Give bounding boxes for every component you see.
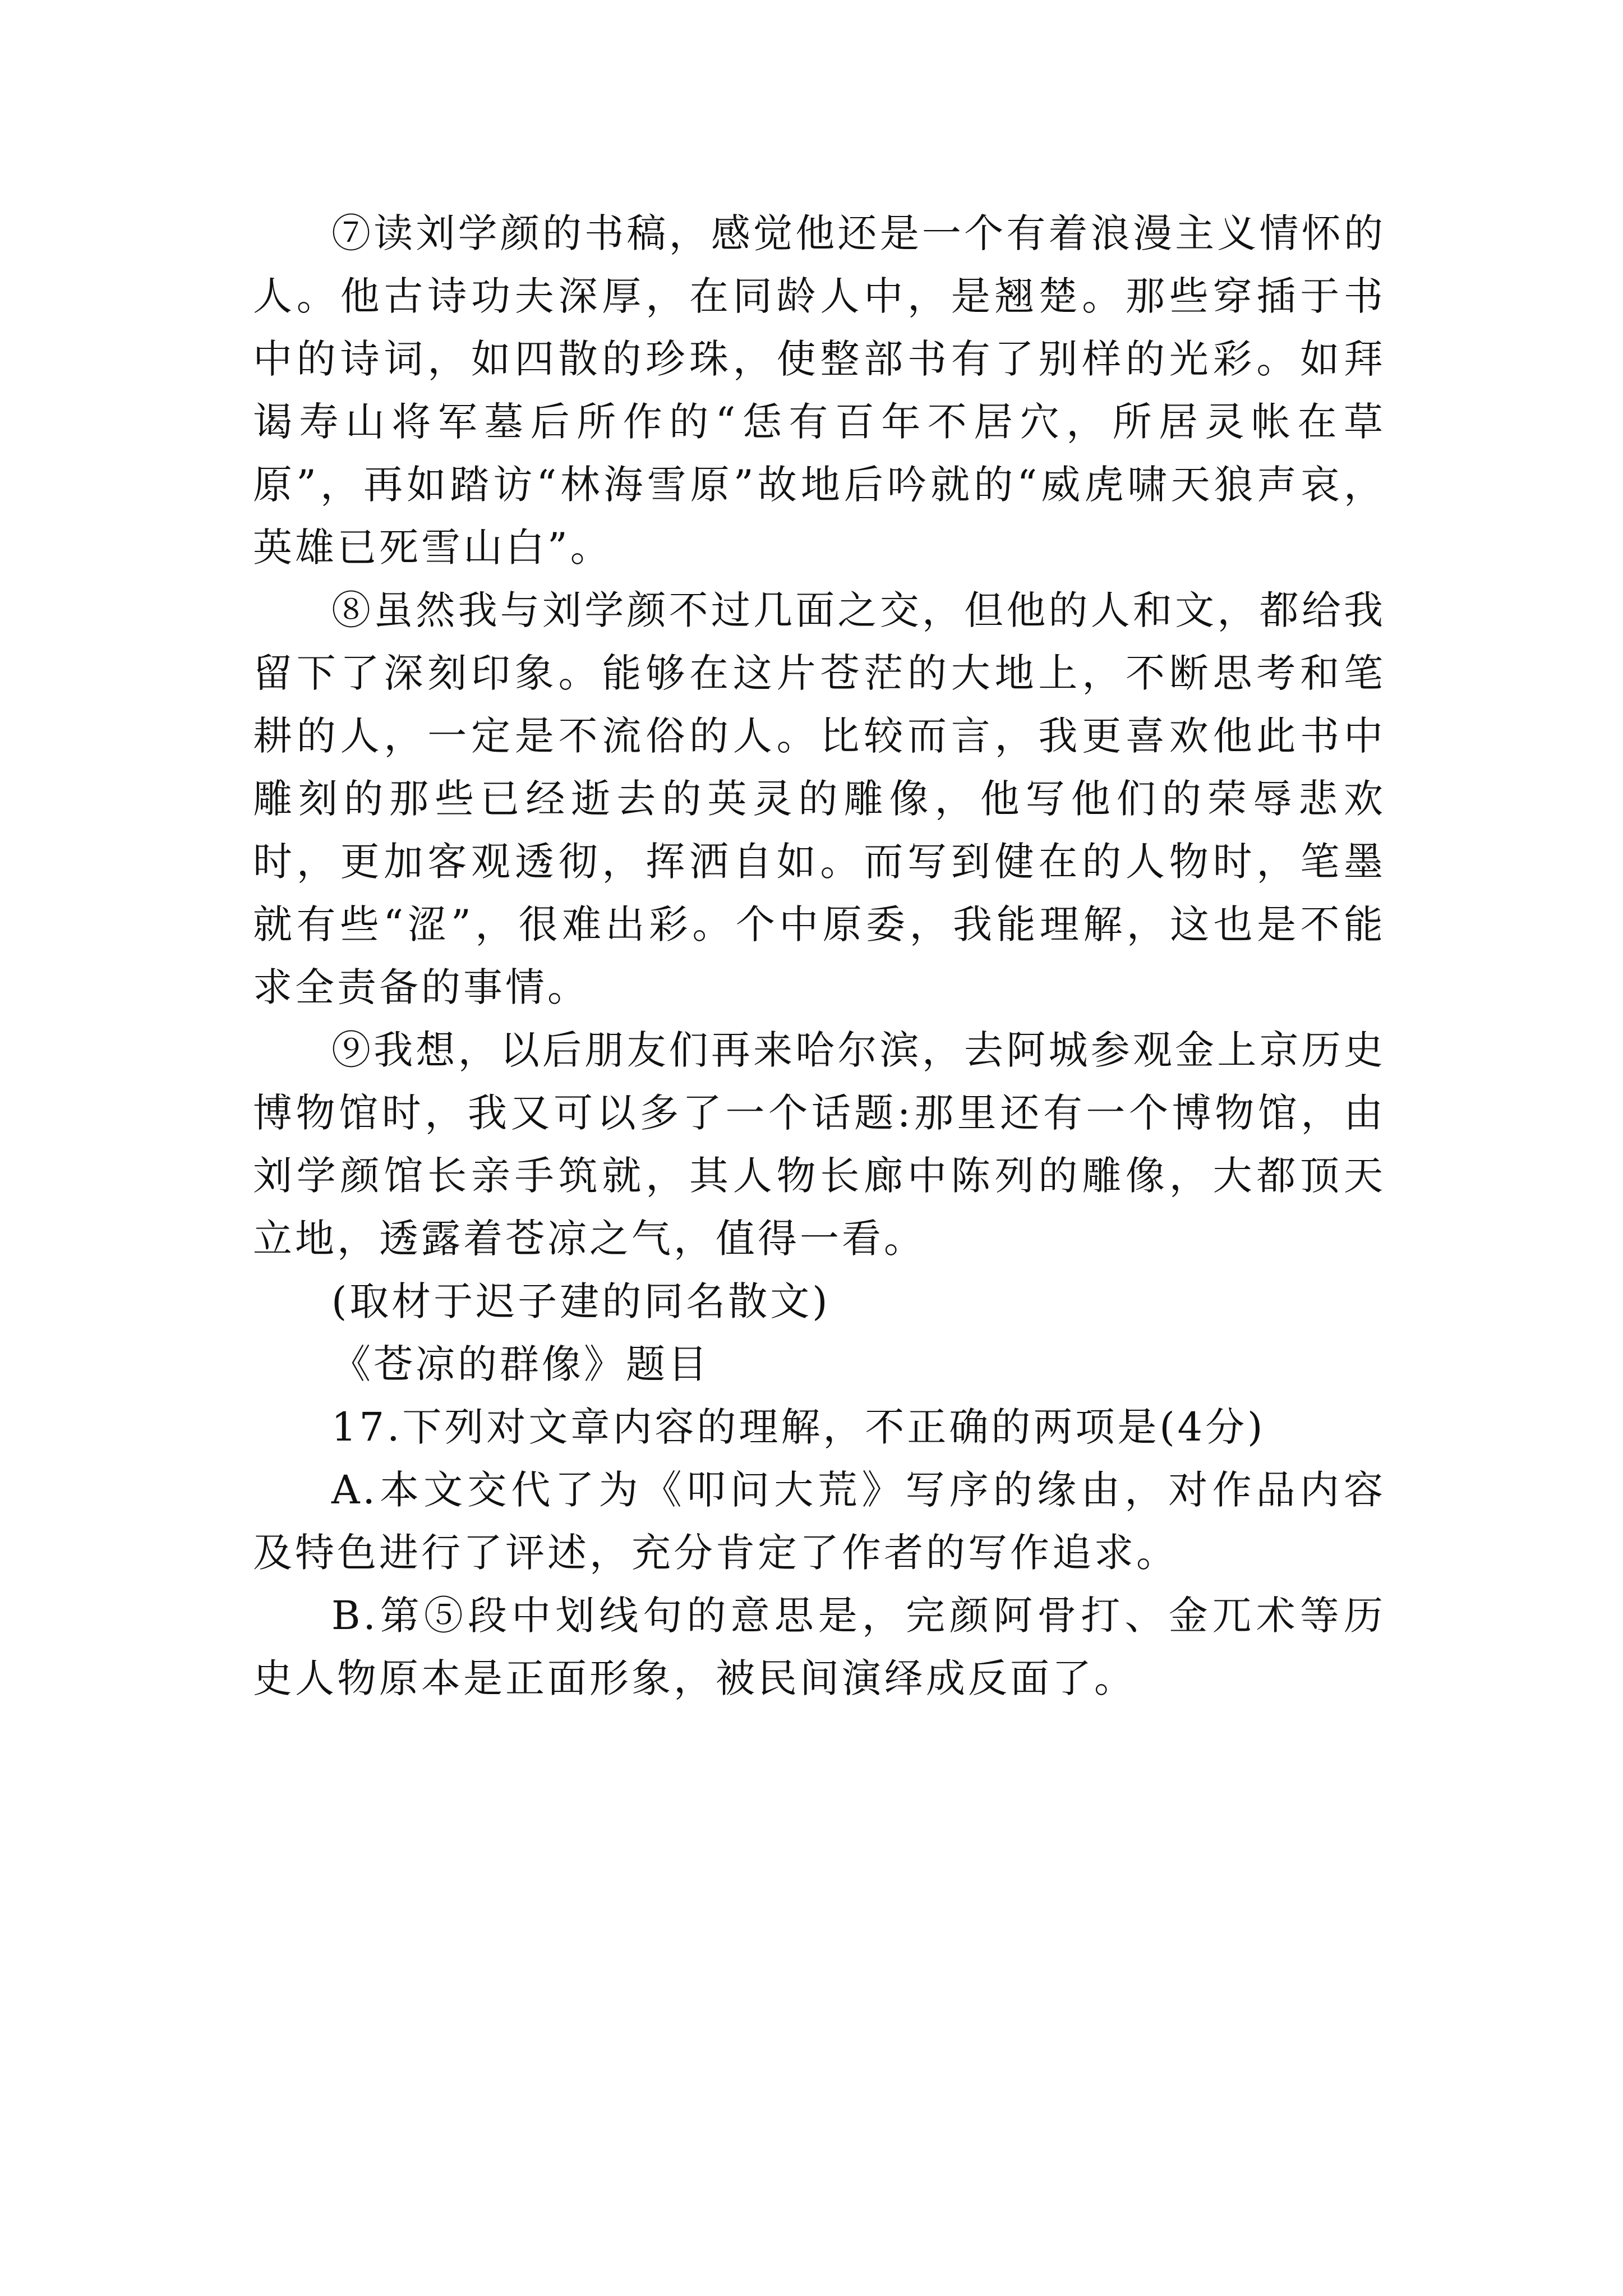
paragraph-8: ⑧虽然我与刘学颜不过几面之交，但他的人和文，都给我留下了深刻印象。能够在这片苍茫的大地上，不断思考和笔耕的人，一定是不流俗的人。比较而言，我更喜欢他此书中雕刻的那些已经逝去的英灵的雕像，他写他们的荣辱悲欢时，更加客观透彻，挥洒自如。而写到健在的人物时，笔墨就有些“涩”，很难出彩。个中原委，我能理解，这也是不能求全责备的事情。 — [253, 587, 1386, 1010]
title-label: 《苍凉的群像》题目 — [331, 1341, 710, 1387]
paragraph-7: ⑦读刘学颜的书稿，感觉他还是一个有着浪漫主义情怀的人。他古诗功夫深厚，在同龄人中，是翘楚。那些穿插于书中的诗词，如四散的珍珠，使整部书有了别样的光彩。如拜谒寿山将军墓后所作的“恁有百年不居穴，所居灵帐在草原”，再如踏访“林海雪原”故地后吟就的“威虎啸天狼声哀，英雄已死雪山白”。 — [253, 210, 1386, 570]
option-a: A.本文交代了为《叩问大荒》写序的缘由，对作品内容及特色进行了评述，充分肯定了作者的写作追求。 — [253, 1467, 1386, 1576]
option-b: B.第⑤段中划线句的意思是，完颜阿骨打、金兀术等历史人物原本是正面形象，被民间演绎成反面了。 — [253, 1593, 1386, 1701]
document-body — [253, 202, 1386, 1710]
question-stem: 17.下列对文章内容的理解，不正确的两项是(4分) — [331, 1404, 1266, 1450]
source-note: (取材于迟子建的同名散文) — [331, 1278, 831, 1324]
paragraph-9: ⑨我想，以后朋友们再来哈尔滨，去阿城参观金上京历史博物馆时，我又可以多了一个话题:那里还有一个博物馆，由刘学颜馆长亲手筑就，其人物长廊中陈列的雕像，大都顶天立地，透露着苍凉之气，值得一看。 — [253, 1027, 1386, 1262]
